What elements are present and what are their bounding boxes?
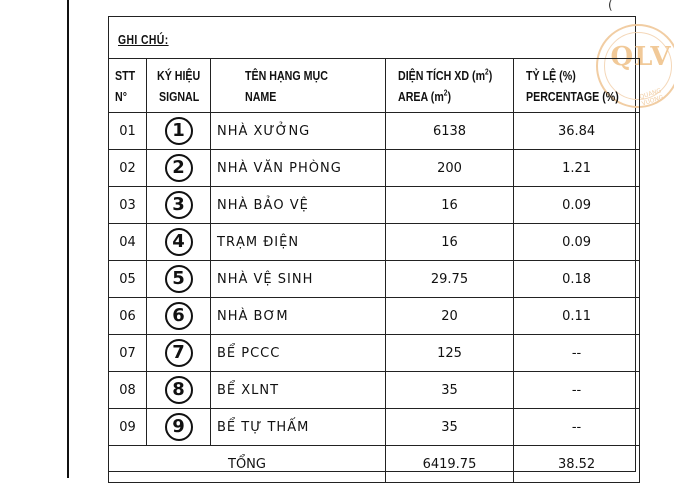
table-row	[109, 150, 640, 187]
total-label: TỔNG	[109, 446, 386, 483]
table-row	[109, 224, 640, 261]
row-signal	[147, 224, 211, 261]
row-stt: 03	[109, 187, 147, 224]
row-stt: 04	[109, 224, 147, 261]
header-name: TÊN HẠNG MỤC NAME	[211, 59, 386, 113]
drawing-frame-border	[67, 0, 69, 478]
table-row	[109, 187, 640, 224]
row-stt: 05	[109, 261, 147, 298]
row-area: 16	[386, 187, 514, 224]
row-stt: 01	[109, 113, 147, 150]
row-area: 20	[386, 298, 514, 335]
header-percentage: TỶ LỆ (%) PERCENTAGE (%)	[513, 59, 639, 113]
row-area: 125	[386, 335, 514, 372]
row-signal	[147, 335, 211, 372]
row-signal	[147, 372, 211, 409]
row-area: 16	[386, 224, 514, 261]
row-percentage: 0.11	[513, 298, 639, 335]
table-row	[109, 113, 640, 150]
legend-title: GHI CHÚ:	[118, 32, 169, 47]
signal-circle-icon: 8	[165, 376, 193, 404]
row-area: 6138	[386, 113, 514, 150]
row-area: 200	[386, 150, 514, 187]
row-signal	[147, 298, 211, 335]
row-name: NHÀ VĂN PHÒNG	[211, 150, 386, 187]
row-signal	[147, 187, 211, 224]
total-percentage: 38.52	[513, 446, 639, 483]
signal-circle-icon: 2	[165, 154, 193, 182]
row-percentage: 0.09	[513, 224, 639, 261]
row-stt: 02	[109, 150, 147, 187]
row-stt: 09	[109, 409, 147, 446]
row-area: 35	[386, 409, 514, 446]
table-header-row	[109, 59, 640, 113]
row-name: NHÀ XƯỞNG	[211, 113, 386, 150]
logo-text: QLV	[610, 42, 672, 72]
table-row	[109, 298, 640, 335]
signal-circle-icon: 3	[165, 191, 193, 219]
row-signal	[147, 409, 211, 446]
area-table	[108, 58, 640, 483]
signal-circle-icon: 1	[165, 117, 193, 145]
row-name: NHÀ BƠM	[211, 298, 386, 335]
header-area: DIỆN TÍCH XD $(m^2)$ AREA $(m^2)$	[386, 59, 514, 113]
row-signal	[147, 150, 211, 187]
row-stt: 08	[109, 372, 147, 409]
row-name: BỂ XLNT	[211, 372, 386, 409]
table-row	[109, 335, 640, 372]
table-row	[109, 372, 640, 409]
row-stt: 07	[109, 335, 147, 372]
row-name: BỂ PCCC	[211, 335, 386, 372]
row-stt: 06	[109, 298, 147, 335]
row-percentage: 0.09	[513, 187, 639, 224]
row-name: BỂ TỰ THẤM	[211, 409, 386, 446]
row-percentage: 0.18	[513, 261, 639, 298]
row-name: TRẠM ĐIỆN	[211, 224, 386, 261]
corner-mark: (	[608, 0, 613, 12]
table-row	[109, 261, 640, 298]
row-signal	[147, 113, 211, 150]
total-area: 6419.75	[386, 446, 514, 483]
row-area: 35	[386, 372, 514, 409]
row-name: NHÀ BẢO VỆ	[211, 187, 386, 224]
logo-arc-text: QUANG VUONG	[638, 87, 665, 108]
signal-circle-icon: 4	[165, 228, 193, 256]
row-name: NHÀ VỆ SINH	[211, 261, 386, 298]
header-stt: STT N°	[109, 59, 147, 113]
row-percentage: 1.21	[513, 150, 639, 187]
row-percentage: --	[513, 409, 639, 446]
signal-circle-icon: 5	[165, 265, 193, 293]
row-percentage: 36.84	[513, 113, 639, 150]
row-area: 29.75	[386, 261, 514, 298]
row-percentage: --	[513, 335, 639, 372]
signal-circle-icon: 7	[165, 339, 193, 367]
signal-circle-icon: 9	[165, 413, 193, 441]
total-row	[109, 446, 640, 483]
row-percentage: --	[513, 372, 639, 409]
header-signal: KÝ HIỆU SIGNAL	[147, 59, 211, 113]
table-row	[109, 409, 640, 446]
signal-circle-icon: 6	[165, 302, 193, 330]
row-signal	[147, 261, 211, 298]
